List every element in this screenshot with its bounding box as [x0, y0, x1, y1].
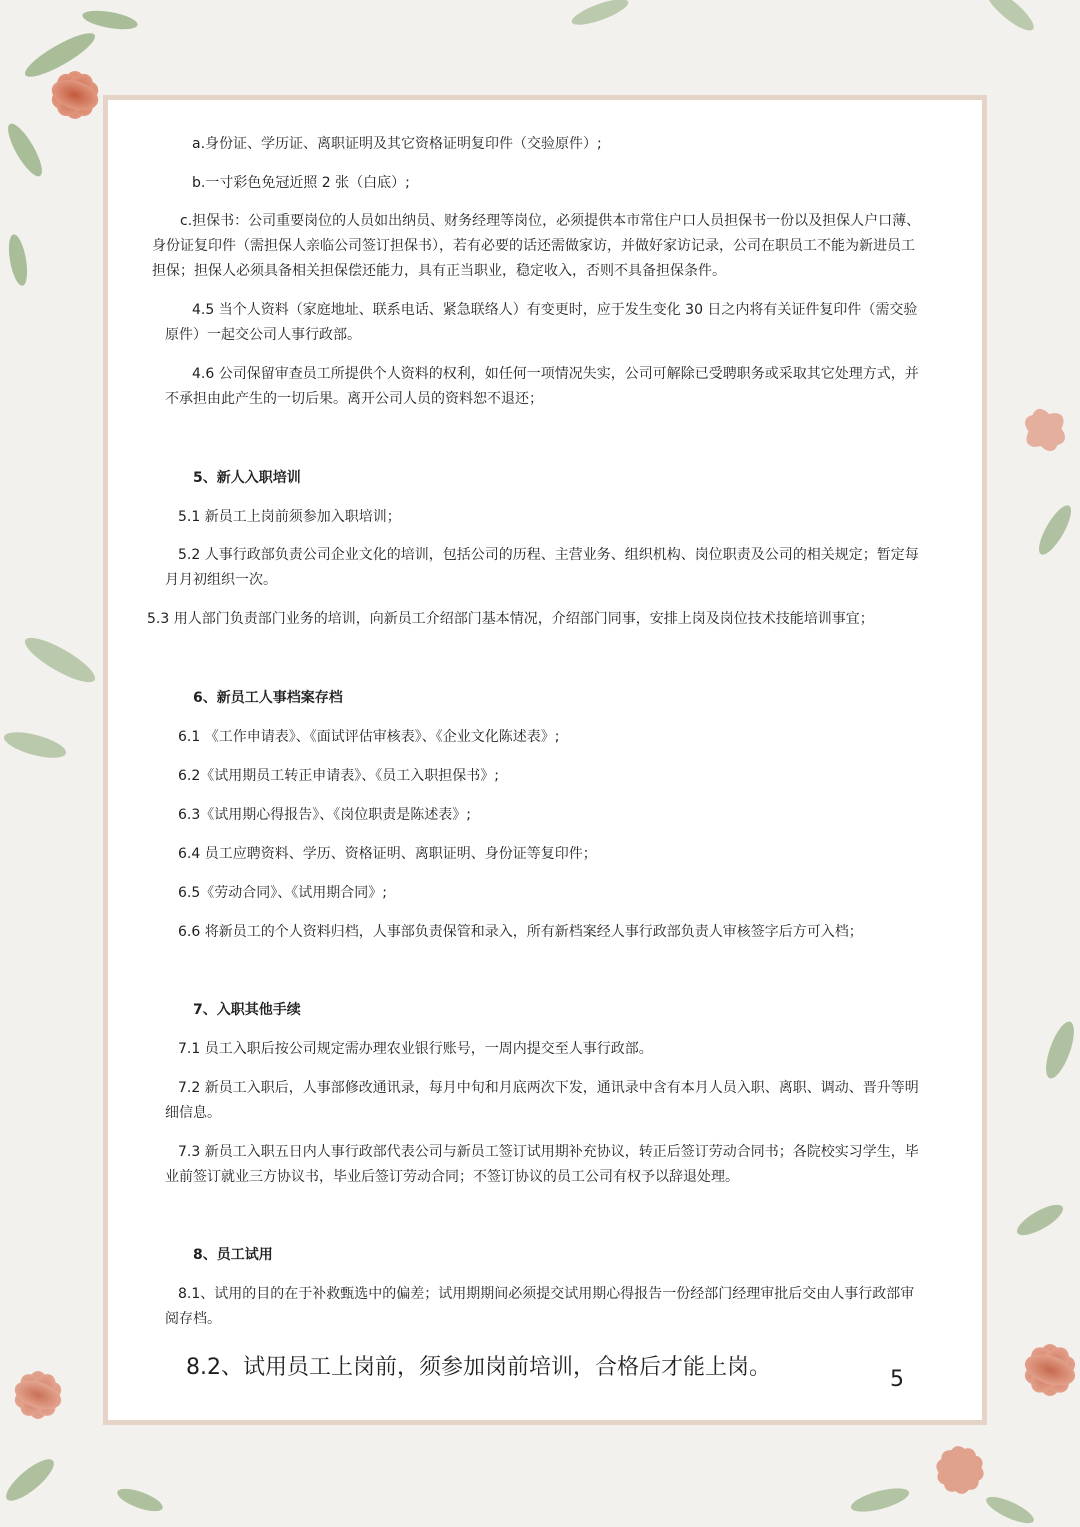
flower-icon [1021, 1341, 1079, 1400]
clause-8-1: 8.1、试用的目的在于补救甄选中的偏差；试用期期间必须提交试用期心得报告一份经部门经理审批后交由人事行政部审阅存档。 [165, 1286, 915, 1327]
clause-6-5: 6.5《劳动合同》、《试用期合同》; [178, 885, 387, 901]
clause-5-1: 5.1 新员工上岗前须参加入职培训； [178, 509, 401, 525]
flower-icon [11, 1368, 65, 1422]
clause-8-2: 8.2、试用员工上岗前，须参加岗前培训，合格后才能上岗。 [186, 1355, 771, 1380]
section-7-title: 7、入职其他手续 [193, 1002, 301, 1018]
clause-5-2: 5.2 人事行政部负责公司企业文化的培训，包括公司的历程、主营业务、组织机构、岗位职责及公司的相关规定；暂定每月月初组织一次。 [165, 547, 919, 588]
clause-7-2: 7.2 新员工入职后，人事部修改通讯录，每月中旬和月底两次下发，通讯录中含有本月人员入职、离职、调动、晋升等明细信息。 [165, 1080, 919, 1121]
clause-7-1: 7.1 员工入职后按公司规定需办理农业银行账号，一周内提交至人事行政部。 [178, 1041, 653, 1057]
flower-icon [48, 67, 102, 122]
clause-6-6: 6.6 将新员工的个人资料归档，人事部负责保管和录入，所有新档案经人事行政部负责人审核签字后方可入档； [178, 924, 863, 940]
clause-7-3: 7.3 新员工入职五日内人事行政部代表公司与新员工签订试用期补充协议，转正后签订劳动合同书；各院校实习学生，毕业前签订就业三方协议书，毕业后签订劳动合同；不签订协议的员工公司有权予以辞退处理。 [165, 1144, 919, 1185]
clause-4-6: 4.6 公司保留审查员工所提供个人资料的权利，如任何一项情况失实，公司可解除已受聘职务或采取其它处理方式，并不承担由此产生的一切后果。离开公司人员的资料恕不退还； [165, 366, 919, 407]
item-c: c.担保书：公司重要岗位的人员如出纳员、财务经理等岗位，必须提供本市常住户口人员担保书一份以及担保人户口薄、身份证复印件（需担保人亲临公司签订担保书），若有必要的话还需做家访，并做好家访记录，公司在职员工不能为新进员工担保；担保人必须具备相关担保偿还能力，具有正当职业，稳定收入，否则不具备担保条件。 [152, 213, 921, 279]
item-b: b.一寸彩色免冠近照 2 张（白底）; [192, 175, 410, 191]
section-6-title: 6、新员工人事档案存档 [193, 690, 343, 706]
item-a: a.身份证、学历证、离职证明及其它资格证明复印件（交验原件）; [192, 136, 602, 152]
clause-6-2: 6.2《试用期员工转正申请表》、《员工入职担保书》; [178, 768, 499, 784]
clause-6-4: 6.4 员工应聘资料、学历、资格证明、离职证明、身份证等复印件； [178, 846, 597, 862]
page-frame [103, 95, 987, 1425]
flower-icon [1020, 405, 1070, 455]
section-8-title: 8、员工试用 [193, 1247, 273, 1263]
clause-4-5: 4.5 当个人资料（家庭地址、联系电话、紧急联络人）有变更时，应于发生变化 30 日之内将有关证件复印件（需交验原件）一起交公司人事行政部。 [165, 302, 918, 343]
clause-6-3: 6.3《试用期心得报告》、《岗位职责是陈述表》; [178, 807, 471, 823]
clause-6-1: 6.1 《工作申请表》、《面试评估审核表》、《企业文化陈述表》; [178, 729, 560, 745]
section-5-title: 5、新人入职培训 [193, 470, 301, 486]
clause-5-3: 5.3 用人部门负责部门业务的培训，向新员工介绍部门基本情况，介绍部门同事，安排上岗及岗位技术技能培训事宜； [147, 611, 874, 627]
flower-icon [933, 1443, 987, 1498]
page-number: 5 [890, 1367, 904, 1392]
